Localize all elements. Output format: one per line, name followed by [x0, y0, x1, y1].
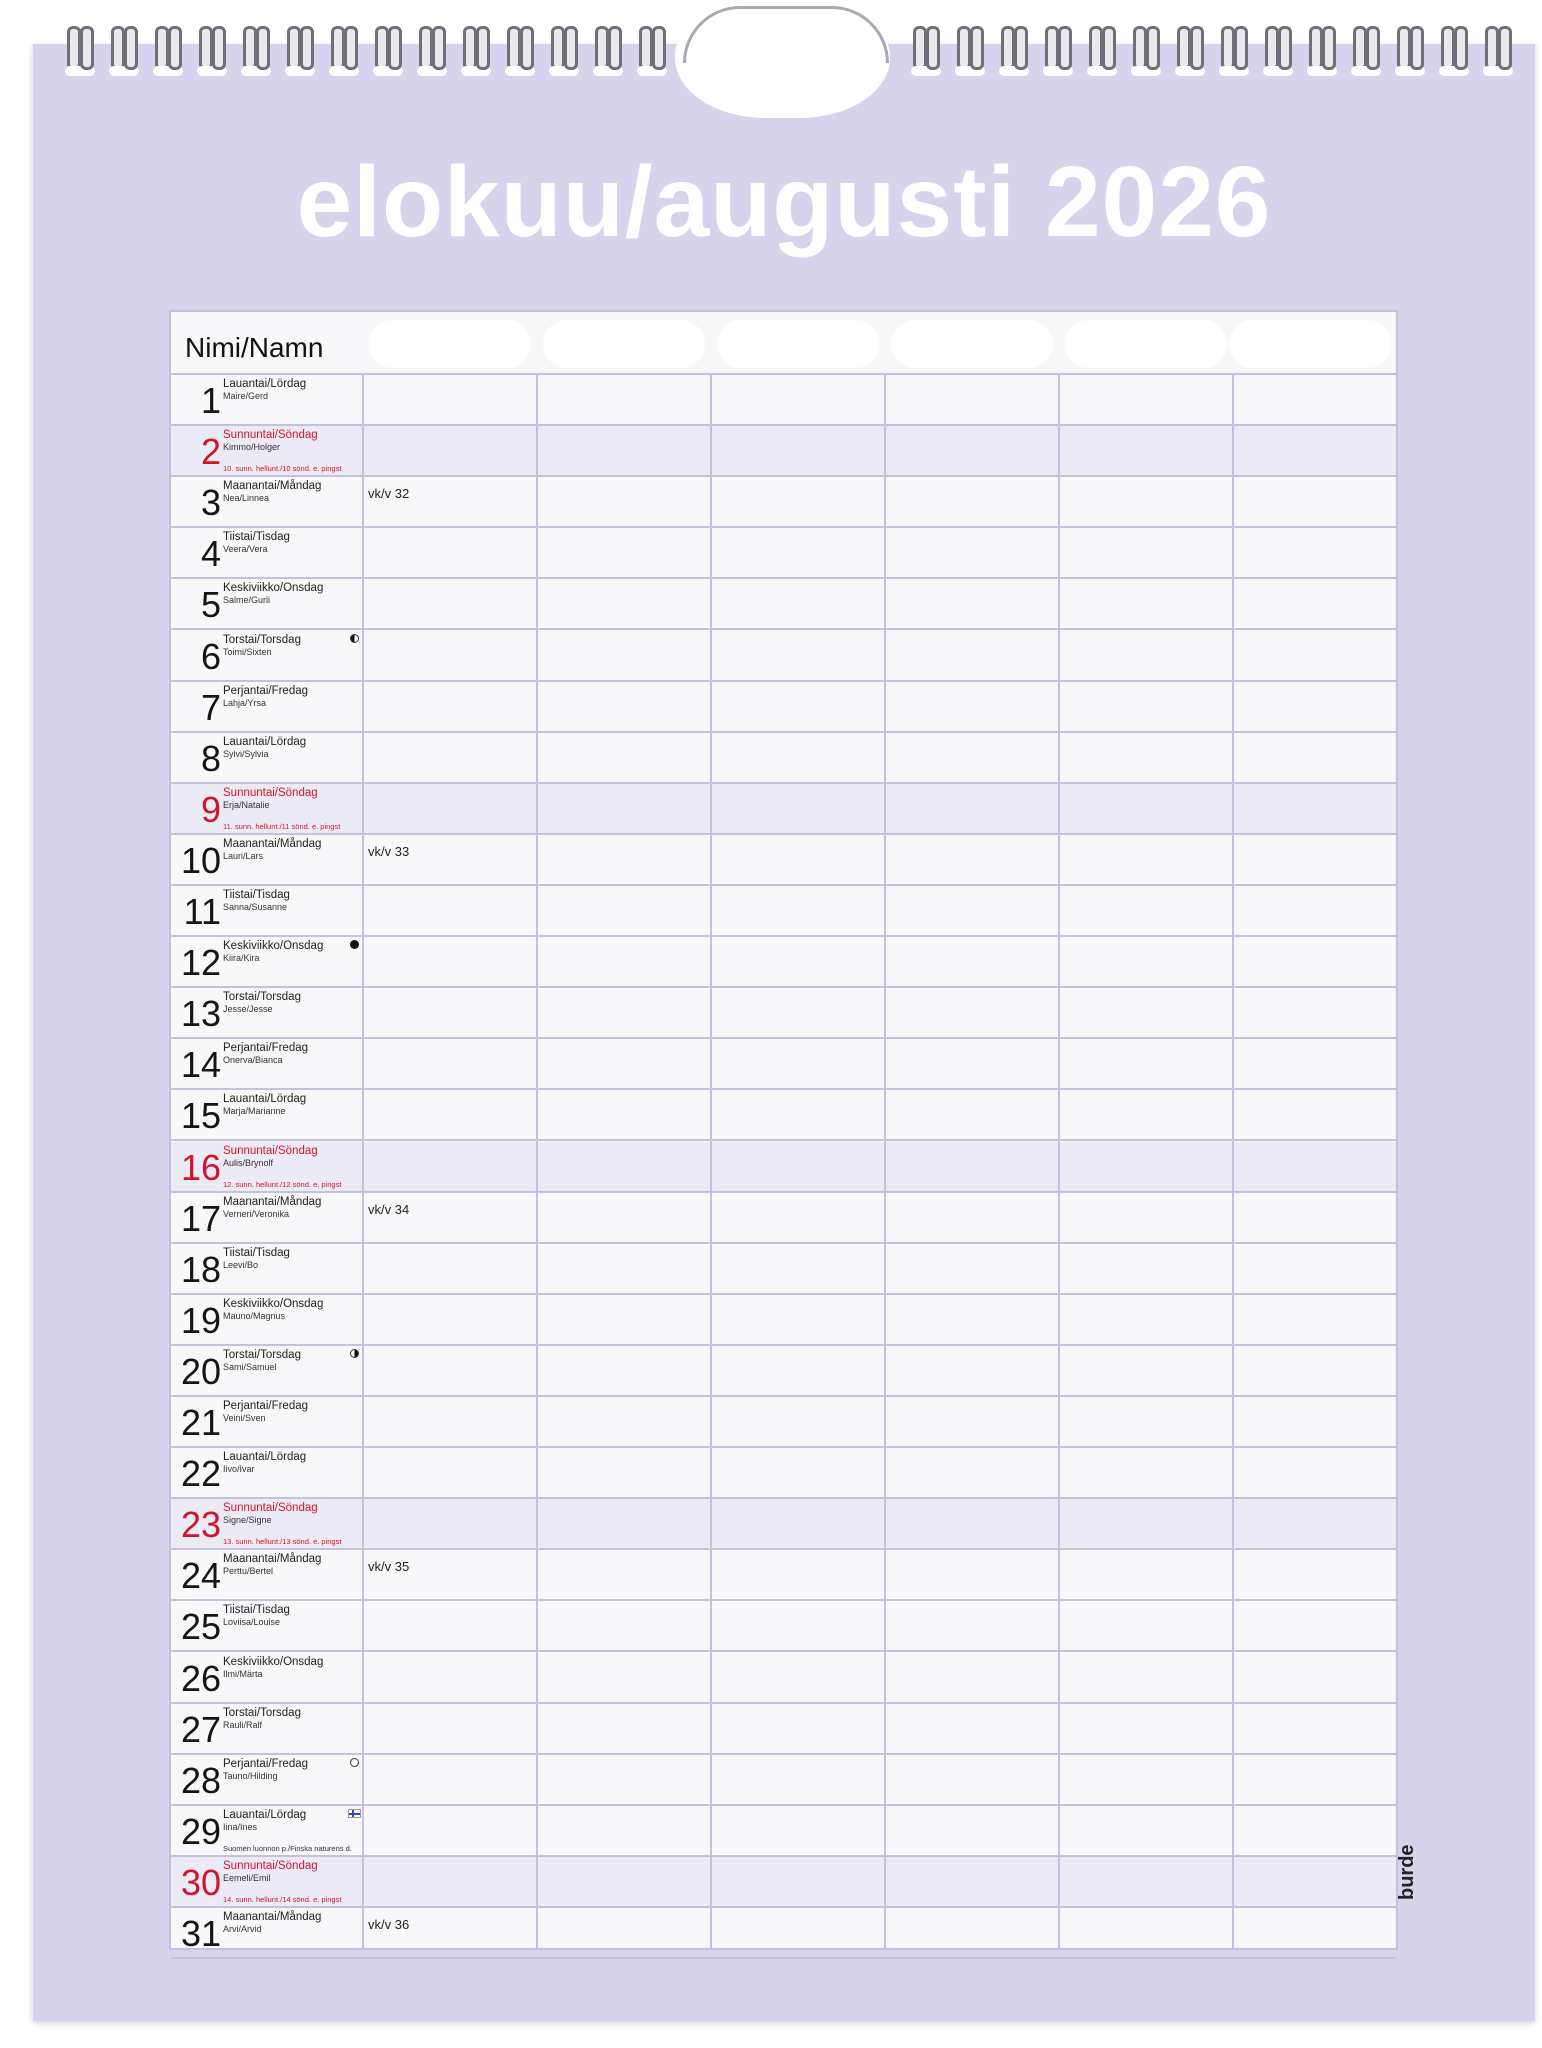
full-moon-icon: [350, 1758, 359, 1767]
week-number: vk/v 36: [368, 1917, 410, 1932]
day-number: 1: [200, 380, 221, 421]
day-row[interactable]: [171, 1193, 1396, 1244]
day-row[interactable]: [171, 1755, 1396, 1806]
day-number: 19: [180, 1299, 221, 1341]
name-day-label: Mauno/Magnus: [223, 1310, 286, 1321]
day-note: 13. sunn. hellunt./13 sönd. e. pingst: [223, 1537, 342, 1547]
day-row[interactable]: [171, 477, 1396, 528]
name-field-3[interactable]: [717, 320, 879, 368]
weekday-label: Perjantai/Fredag: [223, 1400, 309, 1412]
day-note: Suomen luonnon p./Finska naturens d.: [223, 1843, 352, 1853]
day-number: 25: [180, 1606, 221, 1648]
day-number: 8: [200, 737, 221, 779]
name-field-6[interactable]: [1229, 320, 1391, 368]
weekday-label: Lauantai/Lördag: [223, 1808, 307, 1821]
day-row[interactable]: [171, 1295, 1396, 1346]
day-number: 12: [180, 942, 221, 984]
weekday-label: Maanantai/Måndag: [223, 1195, 322, 1208]
day-number: 11: [183, 891, 221, 932]
day-number: 23: [180, 1504, 221, 1546]
name-field-1[interactable]: [369, 320, 531, 368]
day-row[interactable]: [171, 1653, 1396, 1704]
name-day-label: Erja/Natalie: [223, 799, 270, 810]
day-row[interactable]: [171, 1704, 1396, 1755]
week-number: vk/v 34: [368, 1201, 410, 1217]
weekday-label: Maanantai/Måndag: [223, 1911, 322, 1923]
spiral-binding-left: [60, 26, 676, 82]
weekday-label: Maanantai/Måndag: [223, 1553, 322, 1566]
name-day-label: Lahja/Yrsa: [223, 697, 267, 708]
new-moon-icon: [350, 940, 359, 949]
weekday-label: Perjantai/Fredag: [223, 1042, 309, 1055]
weekday-label: Keskiviikko/Onsdag: [223, 1655, 324, 1668]
binding-ring: [950, 26, 994, 82]
binding-ring: [60, 26, 104, 82]
day-number: 3: [200, 482, 221, 524]
day-row[interactable]: [171, 1397, 1396, 1448]
name-day-label: Aulis/Brynolf: [223, 1157, 274, 1168]
brand-logo: burde: [1396, 1844, 1418, 1900]
finnish-flag-icon: [348, 1809, 361, 1818]
binding-ring: [412, 26, 456, 82]
binding-ring: [1038, 26, 1082, 82]
name-field-4[interactable]: [891, 320, 1053, 368]
name-day-label: Onerva/Bianca: [223, 1055, 283, 1066]
column-divider: [1232, 375, 1234, 1948]
day-note: 12. sunn. hellunt./12 sönd. e. pingst: [223, 1179, 342, 1189]
name-day-label: Arvi/Arvid: [223, 1924, 262, 1934]
name-day-label: Salme/Gurli: [223, 595, 271, 606]
day-number: 29: [180, 1810, 221, 1852]
binding-ring: [1258, 26, 1302, 82]
day-row[interactable]: [171, 1346, 1396, 1397]
name-day-label: Veini/Sven: [223, 1413, 266, 1423]
day-note: 14. sunn. hellunt./14 sönd. e. pingst: [223, 1894, 342, 1904]
name-day-label: Rauli/Ralf: [223, 1719, 263, 1730]
day-row[interactable]: [171, 426, 1396, 477]
day-row[interactable]: [171, 1244, 1396, 1295]
day-number: 15: [180, 1095, 221, 1137]
weekday-label: Tiistai/Tisdag: [223, 1604, 290, 1617]
name-day-label: Nea/Linnea: [223, 493, 270, 504]
column-divider: [710, 375, 712, 1948]
spiral-binding-right: [906, 26, 1522, 82]
binding-ring: [588, 26, 632, 82]
name-day-label: Ilmi/Märta: [223, 1668, 263, 1679]
day-row[interactable]: [171, 886, 1396, 937]
day-number: 21: [180, 1402, 221, 1443]
weekday-label: Tiistai/Tisdag: [223, 889, 290, 901]
binding-ring: [1082, 26, 1126, 82]
first-quarter-moon-icon: [350, 1349, 359, 1358]
week-number: vk/v 32: [368, 486, 410, 502]
binding-ring: [994, 26, 1038, 82]
last-quarter-moon-icon: [350, 634, 359, 643]
weekday-label: Torstai/Torsdag: [223, 1348, 301, 1361]
day-number: 14: [180, 1044, 221, 1086]
day-row[interactable]: [171, 835, 1396, 886]
name-field-5[interactable]: [1065, 320, 1227, 368]
day-number: 31: [180, 1913, 221, 1954]
binding-ring: [148, 26, 192, 82]
binding-ring: [192, 26, 236, 82]
binding-ring: [324, 26, 368, 82]
name-day-label: Jesse/Jesse: [223, 1004, 273, 1015]
binding-ring: [500, 26, 544, 82]
binding-ring: [236, 26, 280, 82]
binding-ring: [1346, 26, 1390, 82]
name-day-label: Verneri/Veronika: [223, 1208, 290, 1219]
weekday-label: Sunnuntai/Söndag: [223, 1859, 318, 1872]
weekday-label: Tiistai/Tisdag: [223, 531, 290, 544]
day-number: 26: [180, 1657, 221, 1699]
binding-ring: [368, 26, 412, 82]
hanger-wire: [683, 6, 889, 63]
binding-ring: [1214, 26, 1258, 82]
name-day-label: Loviisa/Louise: [223, 1617, 281, 1628]
day-number: 27: [180, 1708, 221, 1750]
binding-ring: [632, 26, 676, 82]
day-number: 18: [180, 1248, 221, 1290]
weekday-label: Sunnuntai/Söndag: [223, 786, 318, 799]
name-day-label: Tauno/Hilding: [223, 1770, 278, 1781]
weekday-label: Lauantai/Lördag: [223, 735, 307, 748]
day-number: 7: [200, 686, 221, 728]
weekday-label: Sunnuntai/Söndag: [223, 1502, 318, 1515]
name-day-label: Kiira/Kira: [223, 953, 260, 964]
name-day-label: Lauri/Lars: [223, 850, 264, 861]
day-number: 20: [180, 1350, 221, 1392]
day-number: 10: [180, 839, 221, 881]
binding-ring: [1302, 26, 1346, 82]
day-row[interactable]: [171, 1499, 1396, 1550]
binding-ring: [1170, 26, 1214, 82]
name-day-label: Iina/Ines: [223, 1821, 258, 1832]
name-day-label: Iivo/Ivar: [223, 1464, 255, 1475]
day-note: 11. sunn. hellunt./11 sönd. e. pingst: [223, 821, 341, 831]
week-number: vk/v 35: [368, 1559, 410, 1575]
name-day-label: Kimmo/Holger: [223, 442, 281, 453]
day-row[interactable]: [171, 784, 1396, 835]
calendar-grid: [169, 310, 1398, 1954]
day-number: 2: [200, 431, 221, 473]
name-header-label: Nimi/Namn: [185, 332, 324, 363]
weekday-label: Torstai/Torsdag: [223, 1706, 301, 1719]
day-number: 22: [180, 1453, 221, 1495]
day-row[interactable]: [171, 1448, 1396, 1499]
day-row[interactable]: [171, 1908, 1396, 1959]
weekday-label: Sunnuntai/Söndag: [223, 429, 318, 442]
weekday-label: Lauantai/Lördag: [223, 1093, 307, 1106]
day-number: 17: [180, 1197, 221, 1239]
name-day-label: Leevi/Bo: [223, 1259, 259, 1270]
day-number: 13: [180, 993, 221, 1035]
binding-ring: [906, 26, 950, 82]
day-number: 9: [200, 788, 221, 830]
page-title: elokuu/augusti 2026: [296, 146, 1272, 258]
binding-ring: [544, 26, 588, 82]
day-row[interactable]: [171, 1806, 1396, 1857]
binding-ring: [1126, 26, 1170, 82]
name-day-label: Sami/Samuel: [223, 1361, 277, 1372]
name-day-label: Maire/Gerd: [223, 391, 269, 401]
binding-ring: [104, 26, 148, 82]
weekday-label: Torstai/Torsdag: [223, 991, 301, 1004]
day-number: 4: [200, 533, 221, 575]
day-row[interactable]: [171, 937, 1396, 988]
weekday-label: Maanantai/Måndag: [223, 480, 322, 493]
weekday-label: Keskiviikko/Onsdag: [223, 1297, 324, 1310]
name-day-label: Toimi/Sixten: [223, 646, 272, 657]
weekday-label: Perjantai/Fredag: [223, 684, 309, 697]
weekday-label: Torstai/Torsdag: [223, 633, 301, 646]
name-day-label: Perttu/Bertel: [223, 1566, 274, 1577]
name-day-label: Signe/Signe: [223, 1515, 272, 1526]
weekday-label: Keskiviikko/Onsdag: [223, 940, 324, 953]
column-divider: [362, 375, 364, 1948]
name-day-label: Sylvi/Sylvia: [223, 748, 269, 759]
day-row[interactable]: [171, 1039, 1396, 1090]
day-row[interactable]: [171, 1090, 1396, 1141]
weekday-label: Lauantai/Lördag: [223, 1451, 307, 1464]
weekday-label: Keskiviikko/Onsdag: [223, 582, 324, 595]
weekday-label: Lauantai/Lördag: [223, 378, 307, 390]
binding-ring: [456, 26, 500, 82]
day-row[interactable]: [171, 375, 1396, 426]
names-header: [171, 312, 1396, 375]
day-number: 16: [180, 1146, 221, 1188]
day-number: 5: [200, 584, 221, 626]
name-field-2[interactable]: [543, 320, 705, 368]
day-number: 28: [180, 1759, 221, 1801]
week-number: vk/v 33: [368, 843, 410, 859]
day-note: 10. sunn. hellunt./10 sönd. e. pingst: [223, 464, 342, 474]
day-row[interactable]: [171, 579, 1396, 630]
day-row[interactable]: [171, 682, 1396, 733]
day-number: 6: [200, 635, 221, 677]
day-number: 24: [180, 1555, 221, 1597]
name-day-label: Marja/Marianne: [223, 1106, 286, 1117]
weekday-label: Sunnuntai/Söndag: [223, 1144, 318, 1157]
column-divider: [884, 375, 886, 1948]
day-row[interactable]: [171, 631, 1396, 682]
day-row[interactable]: [171, 988, 1396, 1039]
name-day-label: Sanna/Susanne: [223, 902, 288, 912]
binding-ring: [1434, 26, 1478, 82]
binding-ring: [280, 26, 324, 82]
day-number: 30: [180, 1861, 221, 1903]
name-day-label: Eemeli/Emil: [223, 1872, 271, 1883]
day-row[interactable]: [171, 1857, 1396, 1908]
name-day-label: Veera/Vera: [223, 544, 268, 555]
binding-ring: [1478, 26, 1522, 82]
day-row[interactable]: [171, 528, 1396, 579]
day-row[interactable]: [171, 733, 1396, 784]
weekday-label: Maanantai/Måndag: [223, 837, 322, 850]
day-row[interactable]: [171, 1550, 1396, 1601]
column-divider: [536, 375, 538, 1948]
weekday-label: Tiistai/Tisdag: [223, 1246, 290, 1259]
weekday-label: Perjantai/Fredag: [223, 1757, 309, 1770]
column-divider: [1058, 375, 1060, 1948]
day-row[interactable]: [171, 1142, 1396, 1193]
binding-ring: [1390, 26, 1434, 82]
day-row[interactable]: [171, 1601, 1396, 1652]
